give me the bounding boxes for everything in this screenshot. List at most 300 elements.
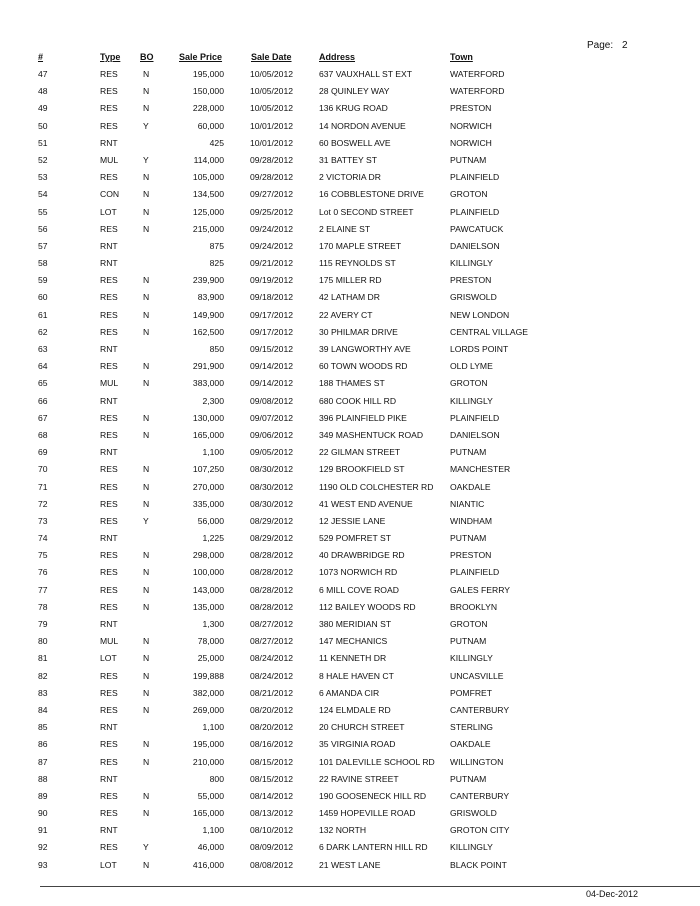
row-town: PLAINFIELD — [450, 172, 500, 183]
row-sale-price: 195,000 — [192, 69, 224, 79]
table-row — [0, 805, 700, 822]
row-town: GROTON CITY — [450, 825, 510, 836]
row-address: 14 NORDON AVENUE — [319, 120, 406, 131]
row-address: 147 MECHANICS — [319, 636, 388, 647]
row-number: 48 — [38, 86, 48, 97]
table-row — [0, 221, 700, 238]
row-sale-date: 08/28/2012 — [250, 601, 294, 612]
row-sale-date: 09/08/2012 — [250, 395, 294, 406]
row-sale-price: 125,000 — [192, 206, 224, 217]
row-sale-date: 09/17/2012 — [250, 309, 294, 320]
row-type: RES — [100, 790, 118, 801]
row-address: 680 COOK HILL RD — [319, 395, 397, 406]
row-bo: N — [143, 326, 150, 337]
row-sale-date: 10/01/2012 — [250, 120, 294, 131]
row-sale-date: 09/07/2012 — [250, 412, 294, 423]
row-bo: N — [143, 601, 150, 612]
table-row — [0, 427, 700, 444]
row-sale-date: 09/14/2012 — [250, 361, 294, 372]
row-sale-date: 08/30/2012 — [250, 464, 294, 475]
row-bo: N — [143, 429, 150, 440]
row-type: RNT — [100, 344, 118, 354]
table-row — [0, 324, 700, 341]
row-type: RES — [100, 842, 118, 853]
row-town: GROTON — [450, 189, 488, 200]
row-bo: N — [143, 687, 150, 698]
row-address: 35 VIRGINIA ROAD — [319, 739, 396, 750]
row-type: RES — [100, 550, 118, 561]
row-sale-date: 09/24/2012 — [250, 240, 294, 251]
row-number: 56 — [38, 223, 48, 234]
row-number: 51 — [38, 137, 48, 148]
row-type: CON — [100, 189, 120, 200]
table-row — [0, 754, 700, 771]
row-address: 8 HALE HAVEN CT — [319, 670, 394, 681]
row-address: 136 KRUG ROAD — [319, 103, 388, 114]
row-address: 60 TOWN WOODS RD — [319, 361, 408, 372]
row-number: 58 — [38, 258, 48, 269]
row-type: RES — [100, 120, 118, 131]
row-town: GRISWOLD — [450, 808, 497, 819]
row-sale-price: 25,000 — [197, 653, 224, 664]
row-town: GROTON — [450, 619, 488, 629]
row-address: 6 AMANDA CIR — [319, 687, 380, 698]
row-address: 112 BAILEY WOODS RD — [319, 601, 416, 612]
row-number: 78 — [38, 601, 48, 612]
row-sale-price: 291,900 — [192, 361, 224, 372]
row-sale-price: 1,100 — [202, 447, 224, 458]
table-row — [0, 496, 700, 513]
row-type: RNT — [100, 240, 118, 251]
row-sale-date: 09/21/2012 — [250, 258, 294, 269]
row-sale-price: 850 — [209, 344, 224, 354]
row-sale-date: 09/06/2012 — [250, 429, 294, 440]
row-type: RNT — [100, 825, 118, 836]
row-town: WINDHAM — [450, 515, 493, 526]
row-number: 88 — [38, 773, 48, 784]
row-bo: N — [143, 103, 150, 114]
row-sale-price: 1,300 — [202, 619, 224, 629]
row-address: 60 BOSWELL AVE — [319, 137, 391, 148]
row-town: WILLINGTON — [450, 756, 504, 767]
row-sale-price: 199,888 — [192, 670, 224, 681]
row-address: Lot 0 SECOND STREET — [319, 206, 414, 217]
row-number: 65 — [38, 378, 48, 389]
table-row — [0, 444, 700, 461]
row-sale-price: 107,250 — [192, 464, 224, 475]
row-type: RES — [100, 567, 118, 578]
row-sale-price: 270,000 — [192, 481, 224, 492]
table-row — [0, 118, 700, 135]
row-number: 76 — [38, 567, 48, 578]
row-address: 12 JESSIE LANE — [319, 515, 386, 526]
row-type: RES — [100, 172, 118, 183]
row-sale-date: 08/10/2012 — [250, 825, 294, 836]
row-number: 54 — [38, 189, 48, 200]
row-town: MANCHESTER — [450, 464, 511, 475]
row-bo: Y — [143, 120, 149, 131]
table-row — [0, 393, 700, 410]
row-type: RNT — [100, 137, 118, 148]
row-number: 74 — [38, 533, 48, 544]
row-bo: N — [143, 808, 150, 819]
row-town: NORWICH — [450, 137, 492, 148]
row-address: 6 MILL COVE ROAD — [319, 584, 399, 595]
row-number: 66 — [38, 395, 48, 406]
row-bo: N — [143, 86, 150, 97]
row-address: 22 RAVINE STREET — [319, 773, 399, 784]
row-type: LOT — [100, 206, 117, 217]
row-address: 22 AVERY CT — [319, 309, 373, 320]
sales-table-body — [0, 66, 700, 874]
row-number: 63 — [38, 344, 48, 354]
row-type: RES — [100, 515, 118, 526]
row-town: WATERFORD — [450, 69, 505, 79]
row-number: 84 — [38, 704, 48, 715]
row-sale-date: 08/24/2012 — [250, 653, 294, 664]
row-type: LOT — [100, 859, 117, 870]
row-sale-price: 239,900 — [192, 275, 224, 286]
row-number: 83 — [38, 687, 48, 698]
table-row — [0, 736, 700, 753]
row-address: 16 COBBLESTONE DRIVE — [319, 189, 424, 200]
row-type: RNT — [100, 533, 118, 544]
row-bo: N — [143, 550, 150, 561]
table-row — [0, 238, 700, 255]
header-address: Address — [319, 52, 356, 62]
row-address: 11 KENNETH DR — [319, 653, 387, 664]
table-row — [0, 857, 700, 874]
row-sale-date: 08/28/2012 — [250, 550, 294, 561]
table-row — [0, 719, 700, 736]
row-number: 61 — [38, 309, 48, 320]
row-bo: N — [143, 412, 150, 423]
row-sale-price: 425 — [209, 137, 224, 148]
row-town: PRESTON — [450, 550, 492, 561]
row-number: 79 — [38, 619, 48, 629]
row-sale-date: 09/19/2012 — [250, 275, 294, 286]
row-town: PUTNAM — [450, 533, 487, 544]
row-sale-date: 08/13/2012 — [250, 808, 294, 819]
row-sale-price: 100,000 — [192, 567, 224, 578]
table-row — [0, 513, 700, 530]
row-type: RES — [100, 498, 118, 509]
table-row — [0, 479, 700, 496]
row-sale-price: 134,500 — [192, 189, 224, 200]
row-town: GRISWOLD — [450, 292, 497, 303]
header-town: Town — [450, 52, 473, 62]
row-type: RES — [100, 292, 118, 303]
row-sale-date: 08/28/2012 — [250, 584, 294, 595]
table-row — [0, 547, 700, 564]
row-sale-date: 08/27/2012 — [250, 636, 294, 647]
row-bo: N — [143, 481, 150, 492]
row-bo: N — [143, 704, 150, 715]
row-address: 31 BATTEY ST — [319, 154, 377, 165]
row-address: 101 DALEVILLE SCHOOL RD — [319, 756, 435, 767]
table-row — [0, 410, 700, 427]
row-number: 57 — [38, 240, 48, 251]
row-address: 175 MILLER RD — [319, 275, 382, 286]
row-sale-price: 78,000 — [197, 636, 224, 647]
row-town: CENTRAL VILLAGE — [450, 326, 529, 337]
table-row — [0, 255, 700, 272]
row-type: RES — [100, 275, 118, 286]
row-type: RES — [100, 103, 118, 114]
row-sale-price: 875 — [209, 240, 224, 251]
table-header — [0, 52, 700, 66]
row-type: RNT — [100, 258, 118, 269]
row-sale-price: 1,225 — [202, 533, 224, 544]
header-bo: BO — [140, 52, 154, 62]
row-address: 380 MERIDIAN ST — [319, 619, 392, 629]
row-sale-price: 825 — [209, 258, 224, 269]
row-sale-price: 162,500 — [192, 326, 224, 337]
table-row — [0, 186, 700, 203]
row-number: 55 — [38, 206, 48, 217]
table-row — [0, 788, 700, 805]
row-sale-date: 09/15/2012 — [250, 344, 294, 354]
row-address: 6 DARK LANTERN HILL RD — [319, 842, 428, 853]
table-row — [0, 668, 700, 685]
row-town: KILLINGLY — [450, 653, 493, 664]
row-sale-date: 09/14/2012 — [250, 378, 294, 389]
row-sale-date: 08/28/2012 — [250, 567, 294, 578]
table-row — [0, 152, 700, 169]
row-bo: N — [143, 309, 150, 320]
table-row — [0, 564, 700, 581]
row-number: 70 — [38, 464, 48, 475]
row-number: 73 — [38, 515, 48, 526]
row-bo: N — [143, 464, 150, 475]
row-number: 64 — [38, 361, 48, 372]
row-bo: N — [143, 189, 150, 200]
row-type: RES — [100, 704, 118, 715]
row-sale-price: 55,000 — [197, 790, 224, 801]
row-bo: N — [143, 361, 150, 372]
row-town: POMFRET — [450, 687, 493, 698]
row-town: NEW LONDON — [450, 309, 510, 320]
row-town: PUTNAM — [450, 636, 487, 647]
row-bo: Y — [143, 842, 149, 853]
row-bo: Y — [143, 154, 149, 165]
row-number: 90 — [38, 808, 48, 819]
row-type: RES — [100, 464, 118, 475]
row-type: MUL — [100, 378, 119, 389]
header-number: # — [38, 52, 44, 62]
row-type: RNT — [100, 447, 118, 458]
row-address: 190 GOOSENECK HILL RD — [319, 790, 427, 801]
row-bo: N — [143, 206, 150, 217]
row-sale-date: 09/17/2012 — [250, 326, 294, 337]
row-bo: N — [143, 653, 150, 664]
row-sale-price: 150,000 — [192, 86, 224, 97]
row-town: CANTERBURY — [450, 790, 510, 801]
row-bo: N — [143, 498, 150, 509]
row-address: 188 THAMES ST — [319, 378, 385, 389]
row-sale-price: 46,000 — [197, 842, 224, 853]
row-type: RES — [100, 69, 118, 79]
row-sale-price: 228,000 — [192, 103, 224, 114]
row-town: CANTERBURY — [450, 704, 510, 715]
row-sale-price: 383,000 — [192, 378, 224, 389]
row-town: PLAINFIELD — [450, 412, 500, 423]
row-sale-date: 08/27/2012 — [250, 619, 294, 629]
row-sale-date: 08/29/2012 — [250, 515, 294, 526]
row-type: RES — [100, 86, 118, 97]
row-type: RNT — [100, 619, 118, 629]
row-sale-price: 114,000 — [193, 154, 224, 165]
table-row — [0, 289, 700, 306]
row-town: PLAINFIELD — [450, 567, 500, 578]
row-sale-price: 149,900 — [192, 309, 224, 320]
row-sale-price: 416,000 — [192, 859, 224, 870]
row-sale-date: 09/28/2012 — [250, 172, 294, 183]
row-number: 85 — [38, 722, 48, 733]
row-address: 30 PHILMAR DRIVE — [319, 326, 398, 337]
footer-divider — [40, 886, 700, 887]
row-sale-price: 130,000 — [192, 412, 224, 423]
row-sale-date: 08/30/2012 — [250, 498, 294, 509]
row-type: RES — [100, 481, 118, 492]
table-row — [0, 616, 700, 633]
row-number: 67 — [38, 412, 48, 423]
row-address: 170 MAPLE STREET — [319, 240, 402, 251]
table-row — [0, 771, 700, 788]
row-type: RES — [100, 584, 118, 595]
row-number: 59 — [38, 275, 48, 286]
row-number: 52 — [38, 154, 48, 165]
row-sale-date: 09/25/2012 — [250, 206, 294, 217]
row-bo: N — [143, 292, 150, 303]
row-town: OLD LYME — [450, 361, 493, 372]
page-label: Page: — [587, 40, 614, 51]
row-sale-price: 143,000 — [192, 584, 224, 595]
row-sale-price: 269,000 — [192, 704, 224, 715]
table-row — [0, 100, 700, 117]
row-number: 60 — [38, 292, 48, 303]
row-type: RNT — [100, 395, 118, 406]
row-bo: N — [143, 275, 150, 286]
row-number: 72 — [38, 498, 48, 509]
table-row — [0, 358, 700, 375]
row-bo: N — [143, 567, 150, 578]
row-address: 637 VAUXHALL ST EXT — [319, 69, 412, 79]
row-sale-price: 335,000 — [192, 498, 224, 509]
row-sale-date: 08/09/2012 — [250, 842, 294, 853]
row-sale-price: 195,000 — [192, 739, 224, 750]
header-sale-date: Sale Date — [251, 52, 292, 62]
row-type: RES — [100, 309, 118, 320]
row-town: GROTON — [450, 378, 488, 389]
row-sale-price: 2,300 — [202, 395, 224, 406]
row-type: RES — [100, 756, 118, 767]
row-town: UNCASVILLE — [450, 670, 504, 681]
row-town: PRESTON — [450, 275, 492, 286]
row-bo: N — [143, 739, 150, 750]
row-bo: N — [143, 69, 150, 79]
table-row — [0, 341, 700, 358]
table-row — [0, 530, 700, 547]
row-town: PAWCATUCK — [450, 223, 504, 234]
row-number: 93 — [38, 859, 48, 870]
row-address: 124 ELMDALE RD — [319, 704, 391, 715]
row-address: 21 WEST LANE — [319, 859, 381, 870]
row-number: 81 — [38, 653, 48, 664]
row-address: 349 MASHENTUCK ROAD — [319, 429, 424, 440]
row-bo: N — [143, 584, 150, 595]
table-row — [0, 633, 700, 650]
row-sale-price: 83,900 — [197, 292, 224, 303]
row-address: 132 NORTH — [319, 825, 367, 836]
row-number: 71 — [38, 481, 48, 492]
row-town: OAKDALE — [450, 481, 491, 492]
row-number: 82 — [38, 670, 48, 681]
row-number: 89 — [38, 790, 48, 801]
row-town: PUTNAM — [450, 154, 487, 165]
row-sale-date: 08/08/2012 — [250, 859, 294, 870]
row-type: RNT — [100, 773, 118, 784]
table-row — [0, 685, 700, 702]
row-sale-date: 10/01/2012 — [250, 137, 294, 148]
row-sale-price: 215,000 — [192, 223, 224, 234]
row-type: RNT — [100, 722, 118, 733]
row-sale-date: 10/05/2012 — [250, 103, 294, 114]
row-sale-price: 105,000 — [192, 172, 224, 183]
row-address: 40 DRAWBRIDGE RD — [319, 550, 405, 561]
row-town: KILLINGLY — [450, 258, 493, 269]
table-row — [0, 822, 700, 839]
row-sale-date: 08/15/2012 — [250, 773, 294, 784]
row-sale-date: 08/24/2012 — [250, 670, 294, 681]
row-town: KILLINGLY — [450, 842, 493, 853]
row-address: 1459 HOPEVILLE ROAD — [319, 808, 416, 819]
table-row — [0, 650, 700, 667]
row-town: LORDS POINT — [450, 344, 509, 354]
row-bo: N — [143, 378, 150, 389]
row-sale-date: 09/05/2012 — [250, 447, 294, 458]
row-type: RES — [100, 808, 118, 819]
row-type: RES — [100, 223, 118, 234]
row-sale-price: 382,000 — [192, 687, 224, 698]
row-address: 41 WEST END AVENUE — [319, 498, 413, 509]
row-sale-date: 08/20/2012 — [250, 704, 294, 715]
page-number: 2 — [622, 40, 628, 51]
row-bo: N — [143, 756, 150, 767]
row-sale-price: 298,000 — [192, 550, 224, 561]
table-row — [0, 461, 700, 478]
row-sale-price: 1,100 — [202, 722, 224, 733]
header-type: Type — [100, 52, 121, 62]
row-address: 2 ELAINE ST — [319, 223, 371, 234]
row-address: 39 LANGWORTHY AVE — [319, 344, 411, 354]
row-bo: Y — [143, 515, 149, 526]
row-address: 1190 OLD COLCHESTER RD — [319, 481, 434, 492]
row-address: 1073 NORWICH RD — [319, 567, 398, 578]
row-number: 91 — [38, 825, 48, 836]
row-address: 28 QUINLEY WAY — [319, 86, 390, 97]
row-town: BROOKLYN — [450, 601, 498, 612]
row-town: KILLINGLY — [450, 395, 493, 406]
row-type: RES — [100, 412, 118, 423]
row-town: WATERFORD — [450, 86, 505, 97]
row-type: RES — [100, 601, 118, 612]
row-sale-date: 08/15/2012 — [250, 756, 294, 767]
row-type: LOT — [100, 653, 117, 664]
row-town: GALES FERRY — [450, 584, 511, 595]
row-type: RES — [100, 739, 118, 750]
row-number: 53 — [38, 172, 48, 183]
